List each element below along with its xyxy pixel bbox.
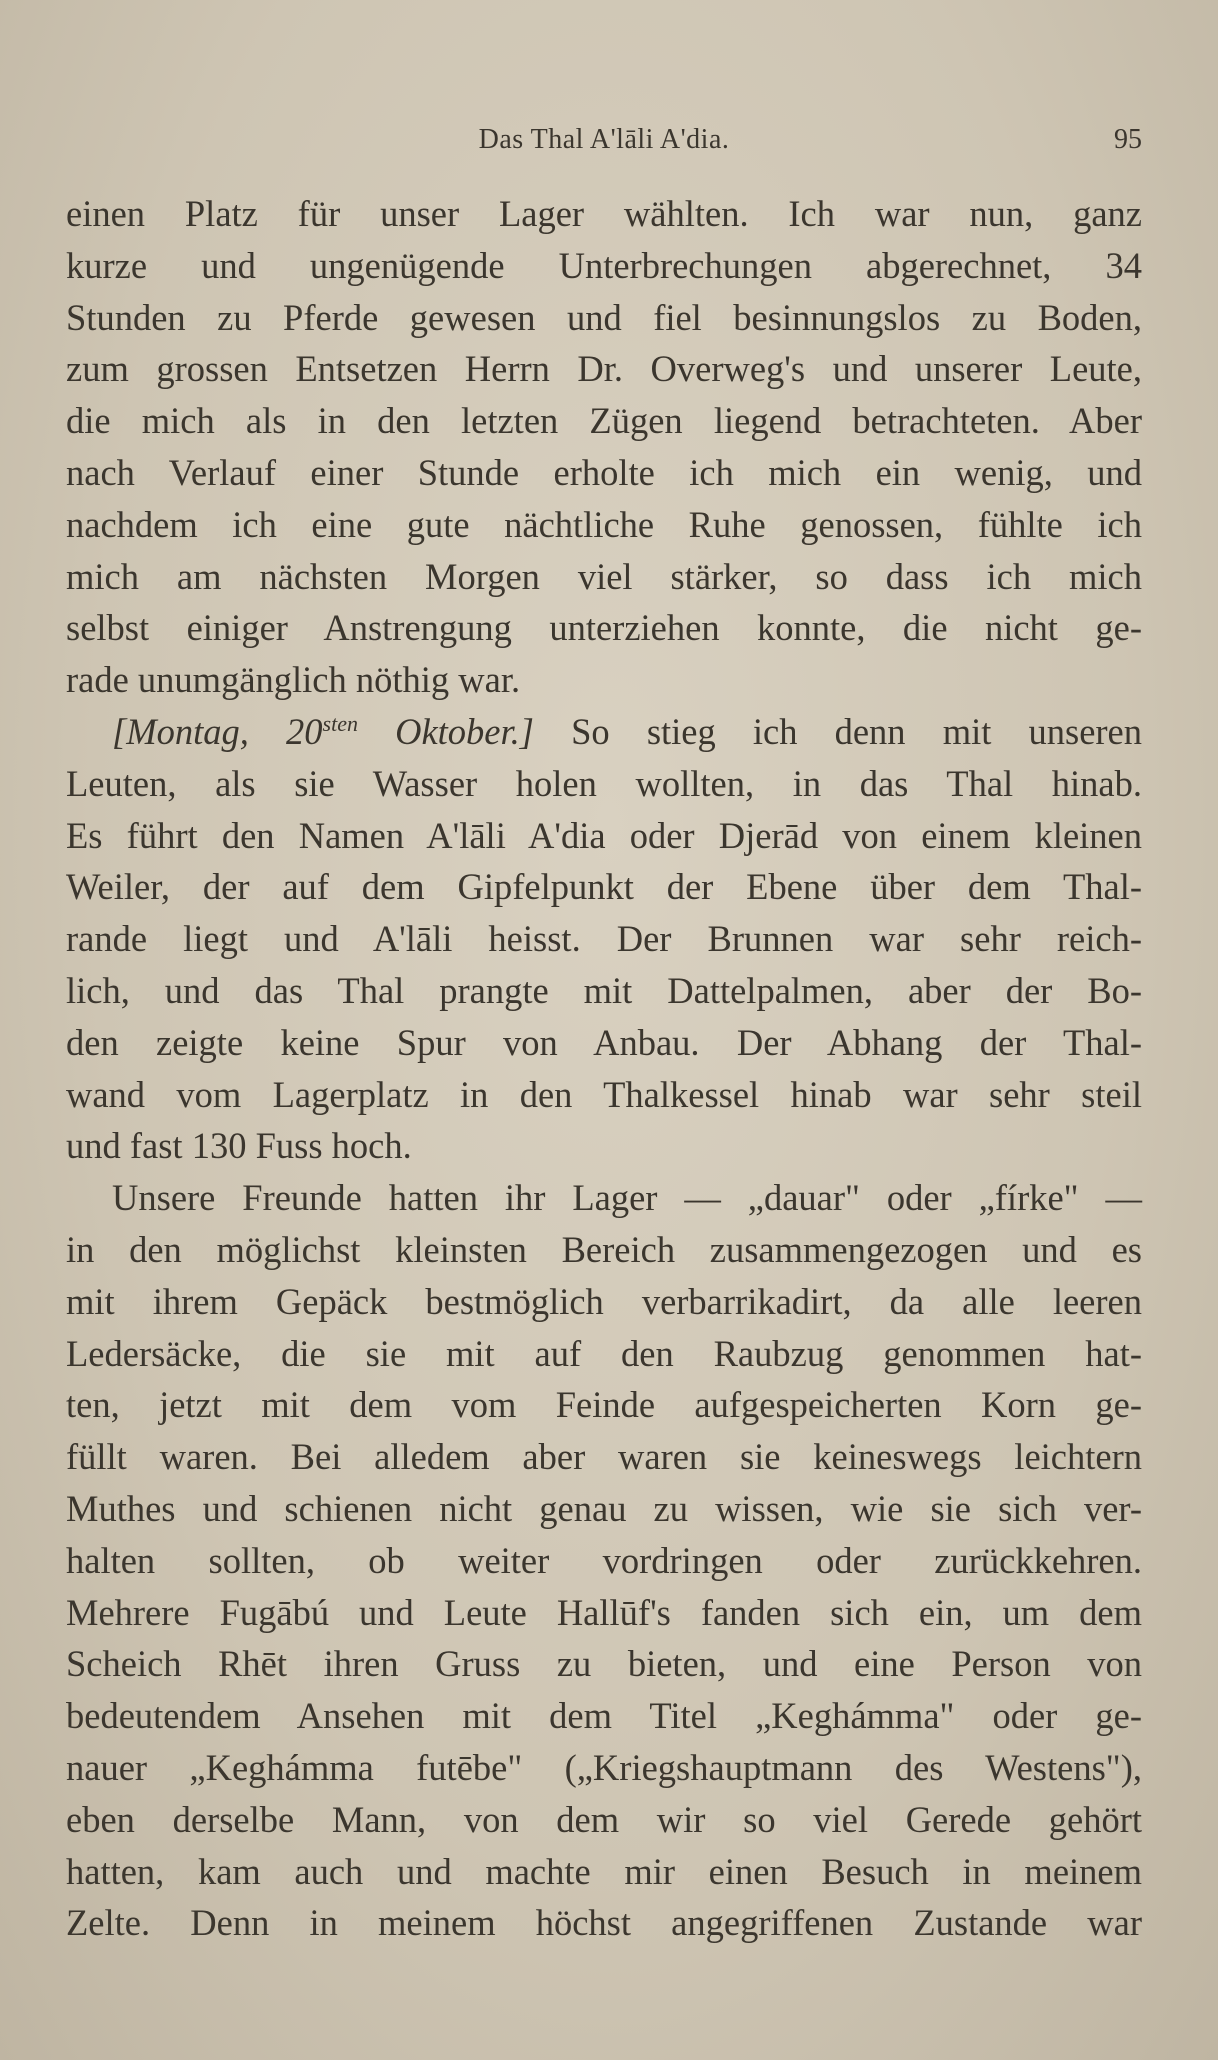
text-line: Es führt den Namen A'lāli A'dia oder Djerād von einem kleinen	[66, 814, 1142, 856]
text-line: rande liegt und A'lāli heisst. Der Brunnen war sehr reich-	[66, 918, 1142, 960]
text-line: Muthes und schienen nicht genau zu wissen, wie sie sich ver-	[66, 1487, 1142, 1529]
date-superscript: sten	[322, 710, 358, 736]
text-line: selbst einiger Anstrengung unterziehen konnte, die nicht ge-	[66, 607, 1142, 649]
text-line: ten, jetzt mit dem vom Feinde aufgespeicherten Korn ge-	[66, 1384, 1142, 1426]
text-line: mit ihrem Gepäck bestmöglich verbarrikadirt, da alle leeren	[66, 1280, 1142, 1322]
text-line: Weiler, der auf dem Gipfelpunkt der Ebene über dem Thal-	[66, 866, 1142, 908]
text-line: halten sollten, ob weiter vordringen oder zurückkehren.	[66, 1539, 1142, 1581]
text-line: kurze und ungenügende Unterbrechungen abgerechnet, 34	[66, 244, 1142, 286]
text-line: Unsere Freunde hatten ihr Lager — „dauar" oder „fírke" —	[112, 1177, 1142, 1219]
text-line: lich, und das Thal prangte mit Dattelpalmen, aber der Bo-	[66, 969, 1142, 1011]
date-prefix: [Montag, 20	[112, 710, 323, 752]
text-line: mich am nächsten Morgen viel stärker, so dass ich mich	[66, 555, 1142, 597]
text-line: nachdem ich eine gute nächtliche Ruhe genossen, fühlte ich	[66, 503, 1142, 545]
text-line: wand vom Lagerplatz in den Thalkessel hinab war sehr steil	[66, 1073, 1142, 1115]
text-line: in den möglichst kleinsten Bereich zusammengezogen und es	[66, 1228, 1142, 1270]
paragraph-first-line	[66, 706, 1142, 758]
text-line: bedeutendem Ansehen mit dem Titel „Keghámma" oder ge-	[66, 1695, 1142, 1737]
text-line: füllt waren. Bei alledem aber waren sie keineswegs leichtern	[66, 1436, 1142, 1478]
text-line: hatten, kam auch und machte mir einen Besuch in meinem	[66, 1850, 1142, 1892]
text-line: zum grossen Entsetzen Herrn Dr. Overweg's und unserer Leute,	[66, 348, 1142, 390]
text-line: Ledersäcke, die sie mit auf den Raubzug genommen hat-	[66, 1332, 1142, 1374]
text-line: einen Platz für unser Lager wählten. Ich war nun, ganz	[66, 193, 1142, 234]
first-line-rest: So stieg ich denn mit unseren	[534, 710, 1143, 752]
date-reference	[112, 711, 534, 752]
text-line: Stunden zu Pferde gewesen und fiel besinnungslos zu Boden,	[66, 296, 1142, 338]
text-line: den zeigte keine Spur von Anbau. Der Abhang der Thal-	[66, 1021, 1142, 1063]
text-line: Mehrere Fugābú und Leute Hallūf's fanden sich ein, um dem	[66, 1591, 1142, 1633]
page-number: 95	[1114, 124, 1142, 155]
text-line: eben derselbe Mann, von dem wir so viel Gerede gehört	[66, 1798, 1142, 1840]
text-line: die mich als in den letzten Zügen liegend betrachteten. Aber	[66, 400, 1142, 442]
text-line: nach Verlauf einer Stunde erholte ich mich ein wenig, und	[66, 451, 1142, 493]
body-text	[66, 188, 1142, 1949]
page-header	[66, 118, 1142, 162]
text-line: rade unumgänglich nöthig war.	[66, 659, 521, 701]
text-line: Scheich Rhēt ihren Gruss zu bieten, und eine Person von	[66, 1643, 1142, 1685]
text-line: nauer „Keghámma futēbe" („Kriegshauptmann des Westens"),	[66, 1746, 1142, 1788]
text-line: Zelte. Denn in meinem höchst angegriffenen Zustande war	[66, 1902, 1142, 1944]
text-line: Leuten, als sie Wasser holen wollten, in das Thal hinab.	[66, 762, 1142, 804]
text-line: und fast 130 Fuss hoch.	[66, 1125, 412, 1167]
running-title: Das Thal A'lāli A'dia.	[478, 124, 730, 155]
date-suffix: Oktober.]	[357, 710, 534, 752]
